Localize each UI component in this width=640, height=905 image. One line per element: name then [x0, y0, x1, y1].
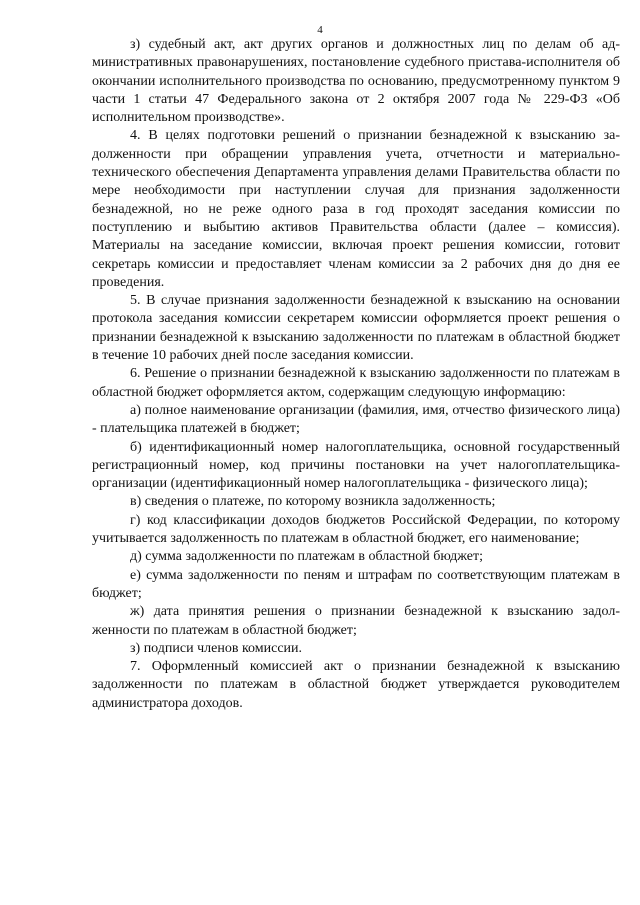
paragraph-5: 5. В случае признания задолженности безнадежной к взысканию на основании протокола заседания комиссии секретарем комиссии оформляется проект решения о признании безнадежной к взысканию задолженности по платежам в областной бюджет в течение 10 рабочих дней после заседания комиссии.	[92, 293, 620, 364]
document-body	[92, 36, 620, 713]
paragraph-item-z-court-act: з) судебный акт, акт других органов и должностных лиц по делам об административных правонарушениях, постановление судебного пристава-исполнителя об окончании исполнительного производства по основанию, предусмотренному пунктом 9 части 1 статьи 47 Федерального закона от 2 октября 2007 года № 229-ФЗ «Об исполнительном производстве».	[92, 37, 620, 126]
list-item-a: а) полное наименование организации (фамилия, имя, отчество физического лица) - плательщика платежей в бюджет;	[92, 402, 620, 437]
paragraph-4: 4. В целях подготовки решений о признании безнадежной к взысканию задолженности при обращении управления учета, отчетности и материально-технического обеспечения Департамента управления делами Правительства области по мере необходимости при наступлении случая для признания задолженности безнадежной, но не реже одного раза в год проходят заседания комиссии по поступлению и выбытию активов Правительства области (далее – комиссия). Материалы на заседание комиссии, включая проект решения комиссии, готовит секретарь комиссии и предоставляет членам комиссии за 2 рабочих дня до дня ее проведения.	[92, 128, 620, 290]
paragraph-7: 7. Оформленный комиссией акт о признании безнадежной к взысканию задолженности по платежам в областной бюджет утверждается руководителем администратора доходов.	[92, 659, 620, 711]
list-item-d: д) сумма задолженности по платежам в областной бюджет;	[130, 549, 484, 565]
page-number: 4	[317, 24, 323, 36]
list-item-zh: ж) дата принятия решения о признании безнадежной к взысканию задолженности по платежам в областной бюджет;	[92, 604, 620, 638]
list-item-b: б) идентификационный номер налогоплательщика, основной государственный регистрационный номер, код причины постановки на учет налогоплательщика-организации (идентификационный номер налогоплательщика - физического лица);	[92, 439, 620, 492]
list-item-e: е) сумма задолженности по пеням и штрафам по соответствующим платежам в бюджет;	[92, 567, 620, 601]
list-item-g: г) код классификации доходов бюджетов Российской Федерации, по которому учитывается задолженность по платежам в областной бюджет, его наименование;	[92, 512, 620, 547]
list-item-z-signatures: з) подписи членов комиссии.	[130, 640, 303, 656]
list-item-v: в) сведения о платеже, по которому возникла задолженность;	[130, 494, 496, 510]
paragraph-6: 6. Решение о признании безнадежной к взысканию задолженности по платежам в областной бюджет оформляется актом, содержащим следующую информацию:	[92, 366, 620, 400]
